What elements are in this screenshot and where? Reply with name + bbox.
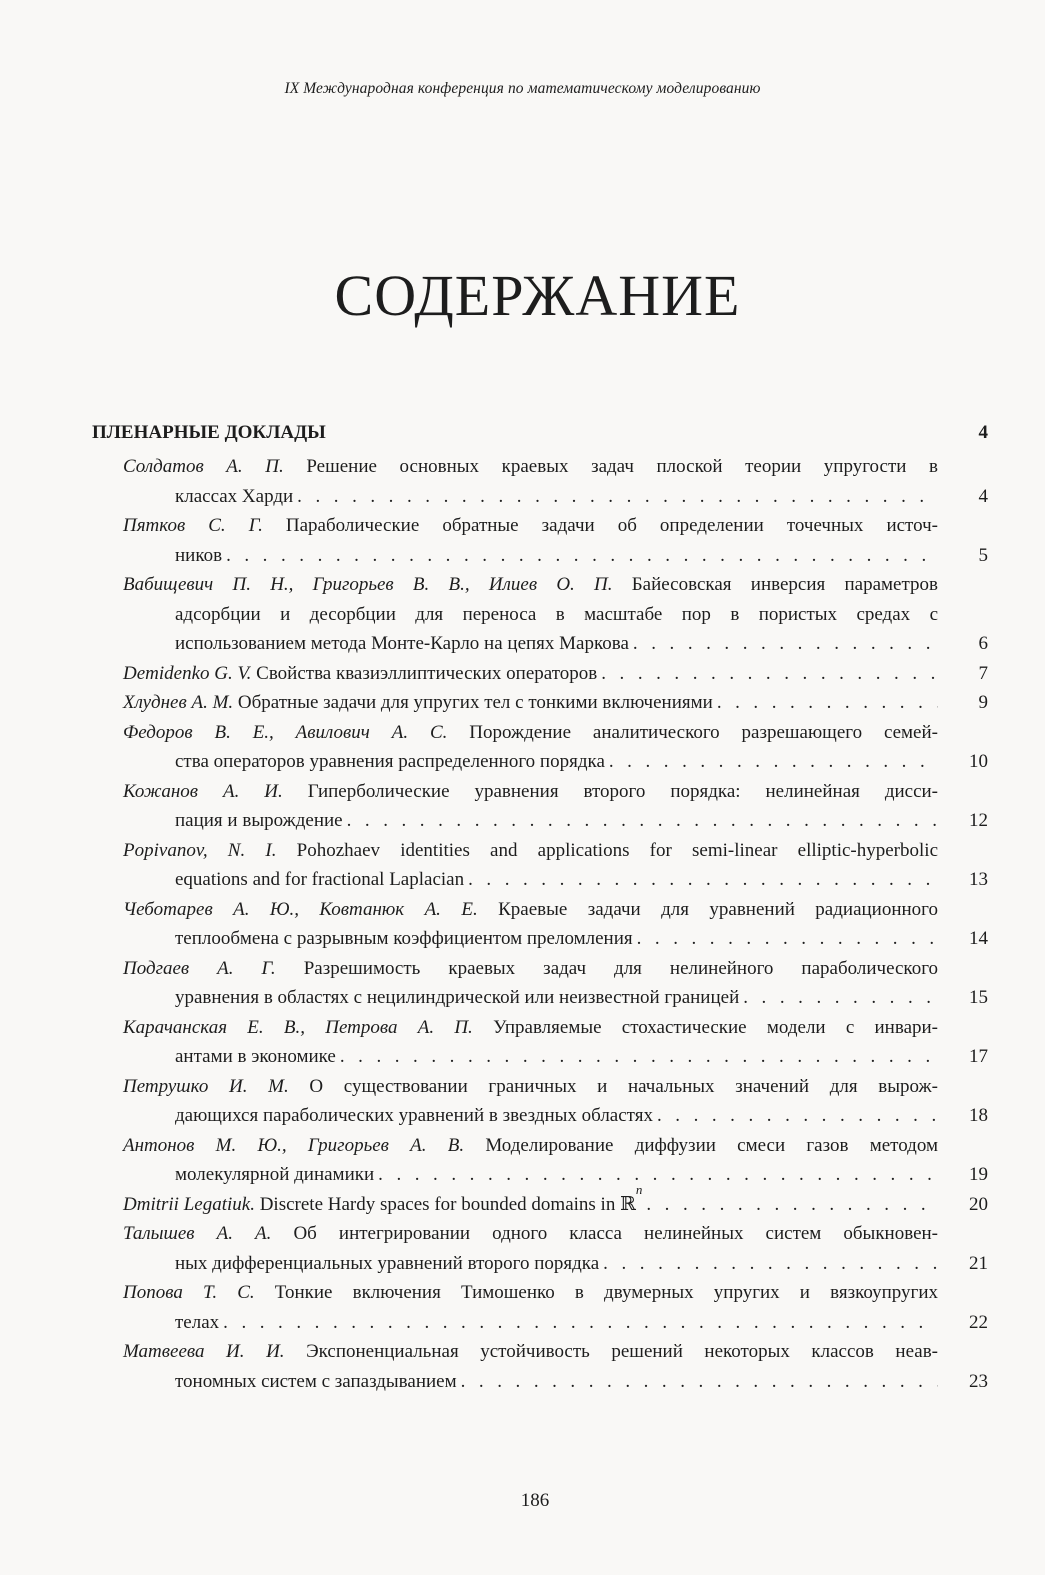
entry-title: Об интегрировании одного класса нелинейных систем обыкновен- xyxy=(293,1223,939,1244)
entry-page: 10 xyxy=(969,751,988,772)
entry-title: О существовании граничных и начальных значений для вырож- xyxy=(309,1075,938,1097)
entry-title-cont: пация и вырождение xyxy=(175,810,343,831)
dot-leader xyxy=(597,659,938,689)
toc-entry xyxy=(123,1337,988,1396)
entry-title: Обратные задачи для упругих тел с тонкими включениями xyxy=(237,692,713,713)
entry-title: Экспоненциальная устойчивость решений некоторых классов неав- xyxy=(306,1341,938,1362)
entry-authors: Федоров В. Е., Авилович А. С. xyxy=(123,721,448,743)
dot-leader xyxy=(713,688,938,718)
toc-entry xyxy=(123,511,988,570)
dot-leader xyxy=(653,1101,938,1131)
entry-title-cont: ников xyxy=(175,544,223,566)
entry-title-cont: теплообмена с разрывным коэффициентом преломления xyxy=(175,928,633,949)
entry-authors: Пятков С. Г. xyxy=(123,515,263,536)
toc-entry xyxy=(123,1278,988,1337)
entry-title: Решение основных краевых задач плоской теории упругости в xyxy=(306,456,938,477)
section-label: ПЛЕНАРНЫЕ ДОКЛАДЫ xyxy=(92,422,326,443)
entry-authors: Талышев А. А. xyxy=(123,1223,272,1244)
entry-authors: Хлуднев А. М. xyxy=(123,692,234,713)
section-page: 4 xyxy=(978,422,988,443)
dot-leader xyxy=(374,1160,938,1190)
entry-page: 20 xyxy=(969,1193,988,1215)
entry-title-cont: адсорбции и десорбции для переноса в масштабе пор в пористых средах с xyxy=(175,603,938,625)
entry-page: 18 xyxy=(969,1105,988,1126)
dot-leader xyxy=(629,629,938,659)
math-symbol: ℝ xyxy=(620,1193,636,1215)
entry-page: 21 xyxy=(969,1252,988,1274)
entry-title: Моделирование диффузии смеси газов методом xyxy=(485,1134,939,1156)
entry-authors: Вабищевич П. Н., Григорьев В. В., Илиев О. П. xyxy=(123,574,613,595)
toc-entry xyxy=(123,1072,988,1131)
entry-title-cont: классах Харди xyxy=(175,485,294,507)
entry-title-cont: телах xyxy=(175,1311,220,1333)
toc-entry xyxy=(123,452,988,511)
entry-title-cont: тономных систем с запаздыванием xyxy=(175,1370,457,1392)
dot-leader xyxy=(633,924,938,954)
dot-leader xyxy=(336,1042,938,1072)
toc-entry xyxy=(123,1219,988,1278)
dot-leader xyxy=(343,806,938,836)
dot-leader xyxy=(219,1308,938,1338)
entry-authors: Чеботарев А. Ю., Ковтанюк А. Е. xyxy=(123,898,478,920)
entry-title-cont: антами в экономике xyxy=(175,1046,336,1067)
entry-authors: Петрушко И. М. xyxy=(123,1075,289,1097)
entry-page: 14 xyxy=(969,928,988,949)
entry-title: Порождение аналитического разрешающего семей- xyxy=(469,721,938,743)
dot-leader xyxy=(457,1367,938,1397)
toc-entry xyxy=(123,688,988,718)
dot-leader xyxy=(599,1249,938,1279)
entry-authors: Антонов М. Ю., Григорьев А. В. xyxy=(123,1134,465,1156)
entry-title: Тонкие включения Тимошенко в двумерных упругих и вязкоупругих xyxy=(274,1282,938,1303)
entry-authors: Dmitrii Legatiuk. xyxy=(123,1193,255,1215)
entry-page: 6 xyxy=(978,633,988,654)
toc-entry xyxy=(123,718,988,777)
entry-title: Pohozhaev identities and applications for semi-linear elliptic-hyperbolic xyxy=(296,839,938,861)
math-superscript: n xyxy=(635,1181,643,1197)
entry-page: 4 xyxy=(978,485,988,507)
entry-authors: Карачанская Е. В., Петрова А. П. xyxy=(123,1016,473,1038)
entry-title-cont: ных дифференциальных уравнений второго порядка xyxy=(175,1252,600,1274)
entry-title-cont: ства операторов уравнения распределенного порядка xyxy=(175,751,605,772)
entry-title-cont: молекулярной динамики xyxy=(175,1164,375,1185)
toc-entry xyxy=(123,895,988,954)
entry-title: Параболические обратные задачи об определении точечных источ- xyxy=(285,515,939,536)
toc-entry xyxy=(123,954,988,1013)
toc-entry xyxy=(123,659,988,689)
toc-entry xyxy=(123,777,988,836)
entry-authors: Popivanov, N. I. xyxy=(123,839,277,861)
entry-authors: Матвеева И. И. xyxy=(123,1341,285,1362)
entry-page: 19 xyxy=(969,1164,988,1185)
dot-leader xyxy=(605,747,938,777)
entry-authors: Demidenko G. V. xyxy=(123,662,252,684)
entry-page: 17 xyxy=(969,1046,988,1067)
toc-entry xyxy=(123,1181,988,1220)
entry-title: Discrete Hardy spaces for bounded domains in xyxy=(259,1193,616,1215)
entry-title: Краевые задачи для уравнений радиационного xyxy=(498,898,939,920)
dot-leader xyxy=(293,482,938,512)
entry-title: Разрешимость краевых задач для нелинейного параболического xyxy=(303,957,939,979)
toc-entry xyxy=(123,836,988,895)
entry-page: 9 xyxy=(978,692,988,713)
entry-title-cont: equations and for fractional Laplacian xyxy=(175,869,465,890)
entry-page: 7 xyxy=(978,662,988,684)
entry-title: Свойства квазиэллиптических операторов xyxy=(256,662,598,684)
entry-authors: Подгаев А. Г. xyxy=(123,957,276,979)
dot-leader xyxy=(642,1190,938,1220)
entry-title: Управляемые стохастические модели с инвари- xyxy=(493,1016,939,1038)
dot-leader xyxy=(222,541,938,571)
entry-page: 13 xyxy=(969,869,988,890)
running-head: IX Международная конференция по математическому моделированию xyxy=(284,80,761,97)
entry-title-cont: использованием метода Монте-Карло на цепях Маркова xyxy=(175,633,629,654)
dot-leader xyxy=(739,983,938,1013)
toc-entry xyxy=(123,570,988,659)
entry-authors: Кожанов А. И. xyxy=(123,780,283,802)
entry-page: 22 xyxy=(969,1311,988,1333)
entry-page: 5 xyxy=(978,544,988,566)
entry-title: Байесовская инверсия параметров xyxy=(631,574,938,595)
entry-page: 15 xyxy=(969,987,988,1008)
toc-entry xyxy=(123,1131,988,1190)
entry-page: 23 xyxy=(969,1370,988,1392)
toc-entries xyxy=(123,452,988,1396)
entry-page: 12 xyxy=(969,810,988,831)
entry-authors: Солдатов А. П. xyxy=(123,456,284,477)
section-heading xyxy=(92,422,988,444)
page-number: 186 xyxy=(520,1490,550,1511)
dot-leader xyxy=(464,865,938,895)
entry-title: Гиперболические уравнения второго порядка: нелинейная дисси- xyxy=(307,780,939,802)
entry-title-cont: уравнения в областях с нецилиндрической или неизвестной границей xyxy=(175,987,740,1008)
toc-entry xyxy=(123,1013,988,1072)
page-title: СОДЕРЖАНИЕ xyxy=(334,263,741,328)
entry-authors: Попова Т. С. xyxy=(123,1282,255,1303)
entry-title-cont: дающихся параболических уравнений в звездных областях xyxy=(175,1105,653,1126)
